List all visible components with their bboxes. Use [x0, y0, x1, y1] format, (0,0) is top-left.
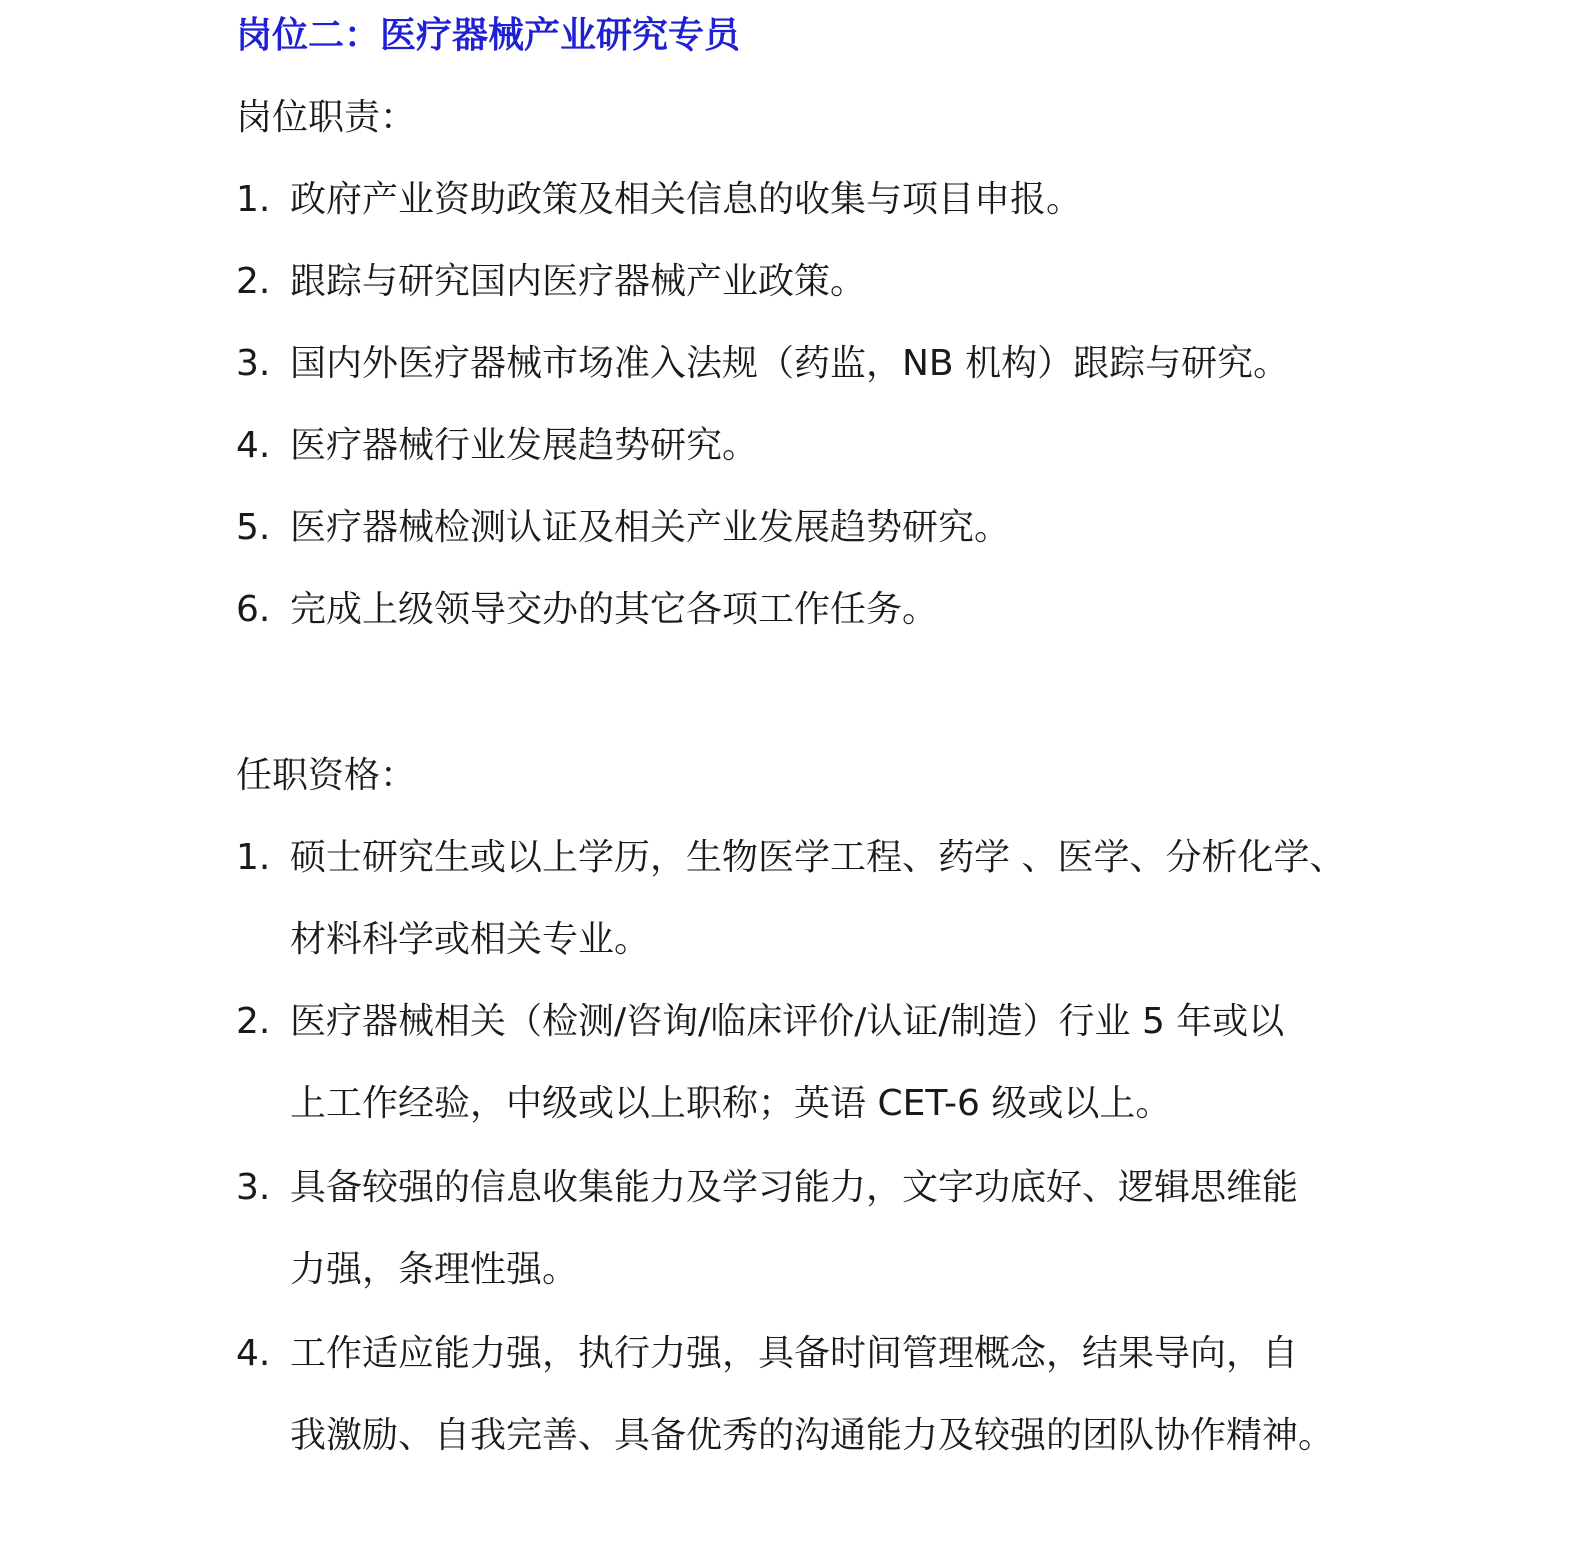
qualification-item-number: 4.: [236, 1333, 271, 1374]
qualification-item-text-line2: 上工作经验，中级或以上职称；英语 CET-6 级或以上。: [290, 1083, 1172, 1124]
qualification-item: [236, 832, 1346, 966]
duty-item: [236, 338, 1346, 390]
duty-item-number: 5.: [236, 507, 271, 548]
duty-item-number: 1.: [236, 179, 271, 220]
qualification-item-number: 1.: [236, 837, 271, 878]
duty-item-text: 医疗器械检测认证及相关产业发展趋势研究。: [290, 507, 1011, 548]
qualification-item-text-line2: 力强，条理性强。: [290, 1249, 579, 1290]
duty-item-text: 完成上级领导交办的其它各项工作任务。: [290, 589, 939, 630]
qualification-item: [236, 1328, 1346, 1462]
duty-item: [236, 174, 1346, 226]
qualification-item-number: 2.: [236, 1001, 271, 1042]
qualification-item-text-line1: 硕士研究生或以上学历，生物医学工程、药学 、医学、分析化学、: [290, 837, 1346, 878]
duty-item-number: 6.: [236, 589, 271, 630]
duty-item-number: 3.: [236, 343, 271, 384]
duty-item: [236, 502, 1346, 554]
duty-item-number: 4.: [236, 425, 271, 466]
qualification-item: [236, 1162, 1346, 1296]
page-title: 岗位二：医疗器械产业研究专员: [236, 15, 741, 56]
qualification-item-number: 3.: [236, 1167, 271, 1208]
duty-item: [236, 256, 1346, 308]
duty-item-text: 国内外医疗器械市场准入法规（药监，NB 机构）跟踪与研究。: [290, 343, 1290, 384]
qualification-item-text-line2: 材料科学或相关专业。: [290, 919, 651, 960]
qualification-item-text-line1: 工作适应能力强，执行力强，具备时间管理概念，结果导向，自: [290, 1333, 1299, 1374]
qualification-item-text-line1: 医疗器械相关（检测/咨询/临床评价/认证/制造）行业 5 年或以: [290, 1001, 1285, 1042]
duties-heading: 岗位职责：: [236, 97, 417, 138]
qualification-item: [236, 996, 1346, 1130]
duty-item-text: 政府产业资助政策及相关信息的收集与项目申报。: [290, 179, 1083, 220]
duty-item-text: 跟踪与研究国内医疗器械产业政策。: [290, 261, 867, 302]
qualifications-heading: 任职资格：: [236, 755, 417, 796]
duty-item-text: 医疗器械行业发展趋势研究。: [290, 425, 759, 466]
qualification-item-text-line1: 具备较强的信息收集能力及学习能力，文字功底好、逻辑思维能: [290, 1167, 1299, 1208]
duty-item: [236, 584, 1346, 636]
duty-item: [236, 420, 1346, 472]
duty-item-number: 2.: [236, 261, 271, 302]
qualification-item-text-line2: 我激励、自我完善、具备优秀的沟通能力及较强的团队协作精神。: [290, 1415, 1335, 1456]
